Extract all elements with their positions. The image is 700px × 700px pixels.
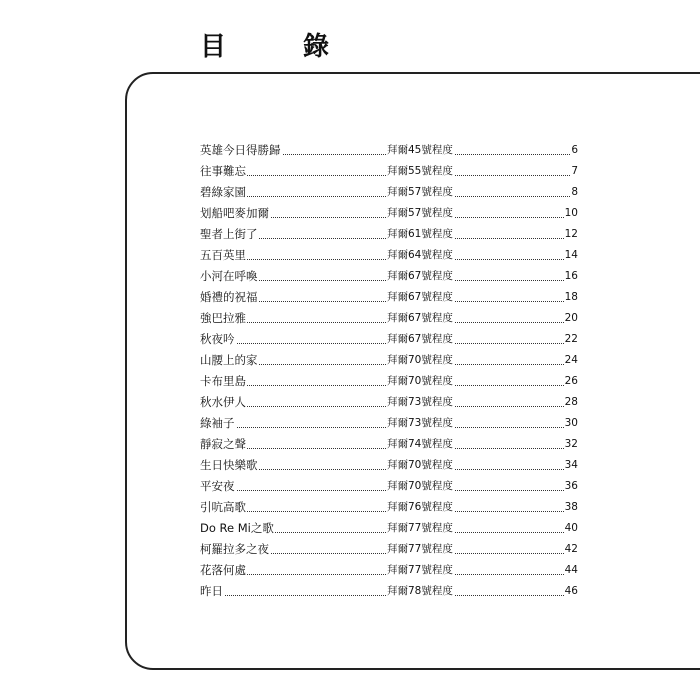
page-number: 26: [564, 371, 578, 392]
song-title: 平安夜: [200, 476, 236, 497]
toc-entry: [200, 539, 578, 560]
difficulty-level: 拜爾57號程度: [386, 203, 454, 224]
toc-entry: [200, 392, 578, 413]
song-title: 秋水伊人: [200, 392, 247, 413]
song-title: 柯羅拉多之夜: [200, 539, 270, 560]
toc-entry: [200, 287, 578, 308]
difficulty-level: 拜爾70號程度: [386, 371, 454, 392]
toc-entry: [200, 371, 578, 392]
toc-entry: [200, 350, 578, 371]
difficulty-level: 拜爾78號程度: [386, 581, 454, 602]
song-title: 卡布里島: [200, 371, 247, 392]
toc-entry: [200, 245, 578, 266]
page-number: 8: [570, 182, 578, 203]
song-title: 婚禮的祝福: [200, 287, 259, 308]
page-number: 46: [564, 581, 578, 602]
page-number: 40: [564, 518, 578, 539]
difficulty-level: 拜爾77號程度: [386, 560, 454, 581]
page-number: 14: [564, 245, 578, 266]
difficulty-level: 拜爾55號程度: [386, 161, 454, 182]
page-number: 18: [564, 287, 578, 308]
page-number: 36: [564, 476, 578, 497]
toc-entry: [200, 518, 578, 539]
song-title: 聖者上街了: [200, 224, 259, 245]
toc-entry: [200, 266, 578, 287]
difficulty-level: 拜爾73號程度: [386, 413, 454, 434]
page-number: 30: [564, 413, 578, 434]
page-number: 42: [564, 539, 578, 560]
difficulty-level: 拜爾61號程度: [386, 224, 454, 245]
toc-entry: [200, 329, 578, 350]
page-number: 20: [564, 308, 578, 329]
toc-entry: [200, 560, 578, 581]
difficulty-level: 拜爾64號程度: [386, 245, 454, 266]
toc-entry: [200, 140, 578, 161]
toc-entry: [200, 308, 578, 329]
page-number: 32: [564, 434, 578, 455]
song-title: 碧綠家園: [200, 182, 247, 203]
song-title: 引吭高歌: [200, 497, 247, 518]
song-title: 小河在呼喚: [200, 266, 259, 287]
difficulty-level: 拜爾70號程度: [386, 455, 454, 476]
page-number: 6: [570, 140, 578, 161]
difficulty-level: 拜爾67號程度: [386, 266, 454, 287]
difficulty-level: 拜爾67號程度: [386, 308, 454, 329]
page-number: 34: [564, 455, 578, 476]
song-title: 強巴拉雅: [200, 308, 247, 329]
toc-entry: [200, 476, 578, 497]
page-number: 28: [564, 392, 578, 413]
toc-entry: [200, 203, 578, 224]
toc-entry: [200, 434, 578, 455]
song-title: 靜寂之聲: [200, 434, 247, 455]
difficulty-level: 拜爾57號程度: [386, 182, 454, 203]
page-number: 12: [564, 224, 578, 245]
song-title: 昨日: [200, 581, 224, 602]
song-title: 花落何處: [200, 560, 247, 581]
page-number: 10: [564, 203, 578, 224]
difficulty-level: 拜爾45號程度: [386, 140, 454, 161]
difficulty-level: 拜爾70號程度: [386, 476, 454, 497]
page-number: 7: [570, 161, 578, 182]
difficulty-level: 拜爾73號程度: [386, 392, 454, 413]
song-title: 五百英里: [200, 245, 247, 266]
song-title: Do Re Mi之歌: [200, 518, 275, 539]
song-title: 山腰上的家: [200, 350, 259, 371]
difficulty-level: 拜爾67號程度: [386, 329, 454, 350]
difficulty-level: 拜爾77號程度: [386, 518, 454, 539]
toc-entry: [200, 224, 578, 245]
difficulty-level: 拜爾74號程度: [386, 434, 454, 455]
toc-entry: [200, 497, 578, 518]
toc-entry: [200, 161, 578, 182]
toc-entry: [200, 455, 578, 476]
difficulty-level: 拜爾67號程度: [386, 287, 454, 308]
page-number: 44: [564, 560, 578, 581]
toc-entry: [200, 182, 578, 203]
page-number: 22: [564, 329, 578, 350]
difficulty-level: 拜爾76號程度: [386, 497, 454, 518]
table-of-contents: [200, 140, 578, 602]
page-title: 目 錄: [200, 32, 364, 62]
difficulty-level: 拜爾70號程度: [386, 350, 454, 371]
page-number: 38: [564, 497, 578, 518]
page-number: 16: [564, 266, 578, 287]
song-title: 往事難忘: [200, 161, 247, 182]
song-title: 生日快樂歌: [200, 455, 259, 476]
song-title: 綠袖子: [200, 413, 236, 434]
toc-entry: [200, 581, 578, 602]
song-title: 英雄今日得勝歸: [200, 140, 282, 161]
toc-entry: [200, 413, 578, 434]
page-number: 24: [564, 350, 578, 371]
difficulty-level: 拜爾77號程度: [386, 539, 454, 560]
song-title: 划船吧麥加爾: [200, 203, 270, 224]
song-title: 秋夜吟: [200, 329, 236, 350]
